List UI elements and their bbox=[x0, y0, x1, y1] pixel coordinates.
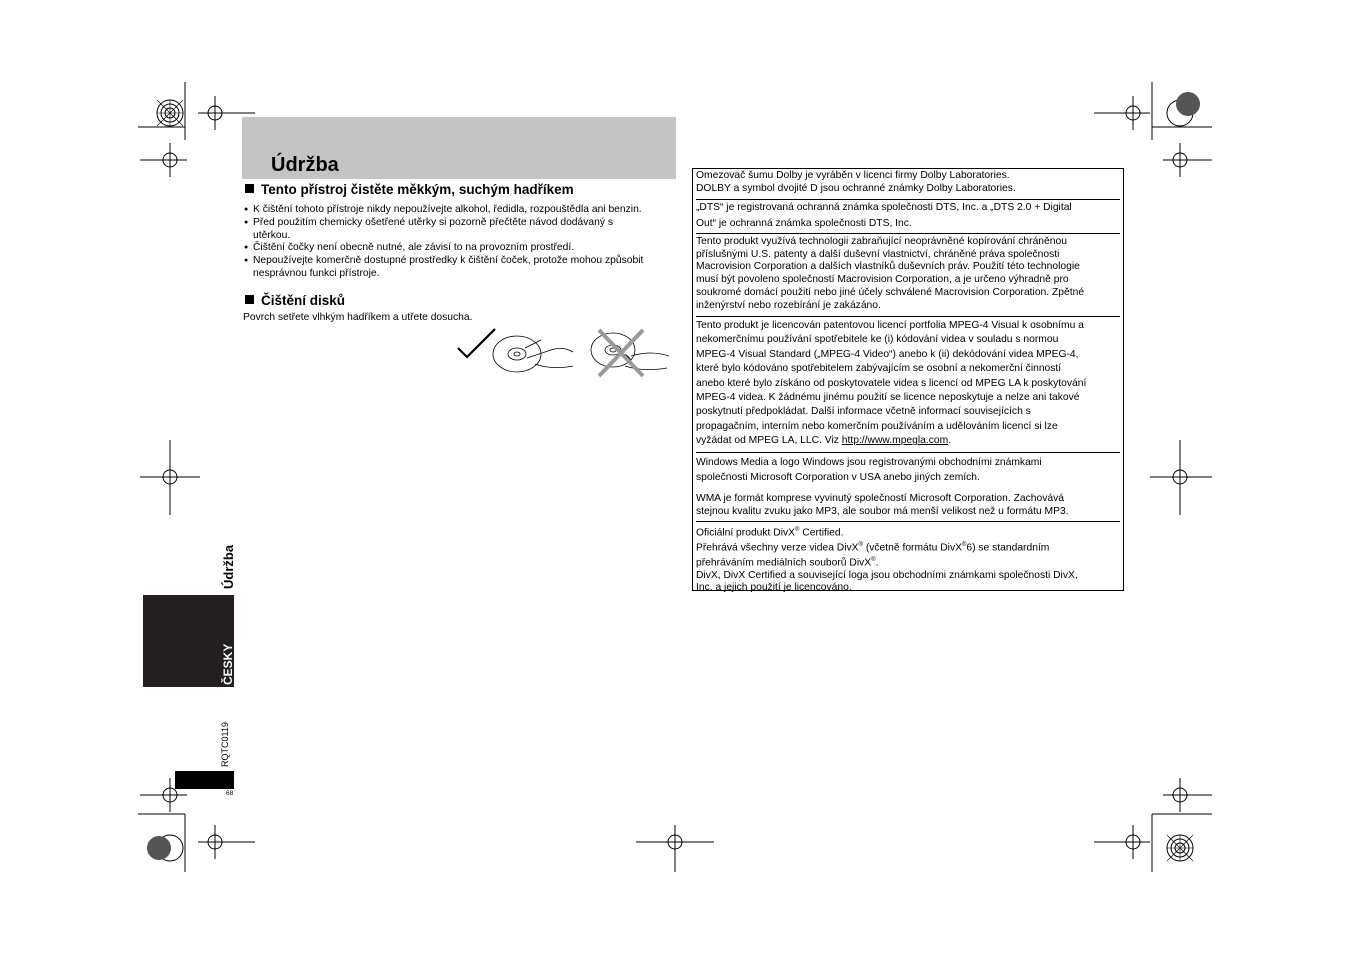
list-item: ● Před použitím chemicky ošetřené utěrky si pozorně přečtěte návod dodávaný s utěrkou. bbox=[244, 217, 676, 243]
wma-notice: WMA je formát komprese vyvinutý společností Microsoft Corporation. Zachovává stejnou kvalitu zvuku jako MP3, ale soubor má menší velikost než u formátu MP3. bbox=[696, 493, 1069, 517]
list-item: ● Čištění čočky není obecně nutné, ale závisí to na provozním prostředí. bbox=[244, 242, 676, 255]
list-item: ● Nepoužívejte komerčně dostupné prostředky k čištění čoček, protože mohou způsobit nesprávnou funkci přístroje. bbox=[244, 255, 676, 281]
document-code: RQTC0119 bbox=[220, 722, 230, 767]
divx-playback-notice: Přehrává všechny verze videa DivX® (včetně formátu DivX®6) se standardním přehráváním mediálních souborů DivX®. DivX, DivX Certified a související loga jsou obchodními známkami společnosti DivX, Inc. a jejich použití je licencováno. bbox=[696, 542, 1078, 593]
section-disc-cleaning bbox=[245, 293, 345, 308]
mpeg4-notice: Tento produkt je licencován patentovou licencí portfolia MPEG-4 Visual k osobnímu a nekomerčnímu používání spotřebitele ke (i) kódování videa v souladu s normou MPEG-4 Visual Standard („MPEG-4 Video“) anebo k (ii) dekódování videa MPEG-4, které bylo kódováno spotřebitelem zabývajícím se osobní a nekomerční činností anebo které bylo získáno od poskytovatele videa s licencí od MPEG LA k poskytování MPEG-4 videa. K žádnému jinému použití se licence neposkytuje a nelze ani takové poskytnutí předpokládat. Další informace včetně informací souvisejících s propagačním, interním nebo komerčním používáním a udělováním licencí si lze vyžádat od MPEG LA, LLC. Viz http://www.mpegla.com. bbox=[696, 320, 1087, 447]
divx-certified-notice: Oficiální produkt DivX® Certified. bbox=[696, 527, 844, 539]
disc-cleaning-text: Povrch setřete vlhkým hadříkem a utřete dosucha. bbox=[243, 312, 473, 323]
divider bbox=[696, 521, 1120, 522]
dolby-notice: Omezovač šumu Dolby je vyráběn v licenci firmy Dolby Laboratories. DOLBY a symbol dvojité D jsou ochranné známky Dolby Laboratories. bbox=[696, 170, 1016, 194]
divider bbox=[696, 233, 1120, 234]
section-cleaning-unit bbox=[245, 182, 574, 197]
page-number-bar bbox=[175, 771, 234, 789]
square-bullet-icon bbox=[245, 295, 254, 304]
cleaning-bullets bbox=[244, 204, 676, 281]
divider bbox=[696, 316, 1120, 317]
divider bbox=[696, 452, 1120, 453]
windows-media-notice: Windows Media a logo Windows jsou registrovanými obchodními známkami společnosti Microsoft Corporation v USA anebo jiných zemích. bbox=[696, 457, 1042, 483]
section-heading: Čištění disků bbox=[245, 293, 345, 308]
language-tab-label: ČESKY bbox=[221, 643, 235, 685]
dts-notice: „DTS“ je registrovaná ochranná známka společnosti DTS, Inc. a „DTS 2.0 + Digital Out“ je ochranná známka společnosti DTS, Inc. bbox=[696, 202, 1072, 229]
section-heading: Tento přístroj čistěte měkkým, suchým hadříkem bbox=[245, 182, 574, 197]
check-icon bbox=[458, 329, 495, 357]
page-number: 68 bbox=[226, 790, 234, 797]
cross-icon bbox=[599, 330, 643, 376]
correct-wiping-figure bbox=[493, 336, 573, 372]
side-section-label: Údržba bbox=[221, 544, 236, 589]
page-title: Údržba bbox=[271, 154, 339, 176]
license-notices-box bbox=[692, 168, 1124, 591]
mpegla-link[interactable]: http://www.mpegla.com bbox=[841, 435, 949, 447]
macrovision-notice: Tento produkt využívá technologii zabraňující neoprávněné kopírování chráněnou příslušnými U.S. patenty a další duševní vlastnictví, chráněné práva společnosti Macrovision Corporation a dalších vlastníků duševních práv. Použití této technologie musí být povoleno společností Macrovision Corporation, a je určeno výhradně pro soukromé domácí použití nebo jiné účely schválené Macrovision Corporation. Zpětné inženýrství nebo rozebírání je zakázáno. bbox=[696, 236, 1085, 311]
list-item: ● K čištění tohoto přístroje nikdy nepoužívejte alkohol, ředidla, rozpouštědla ani benzin. bbox=[244, 204, 676, 217]
disc-cleaning-illustration bbox=[455, 326, 677, 380]
square-bullet-icon bbox=[245, 184, 254, 193]
